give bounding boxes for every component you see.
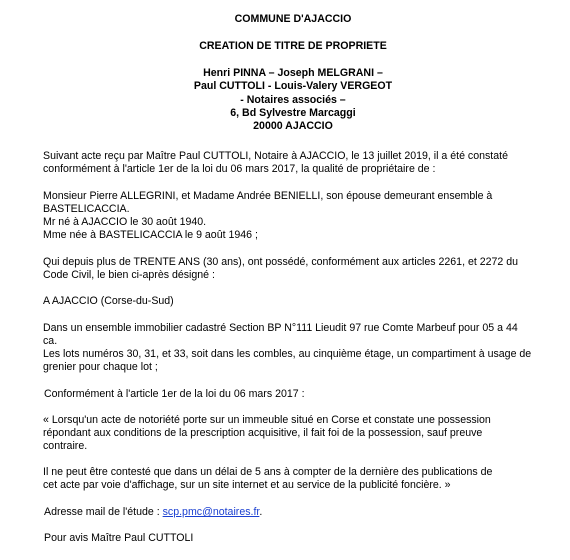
quote-paragraph-2 [43, 466, 543, 492]
text-line: ca. [43, 335, 58, 347]
possession-paragraph [43, 256, 543, 282]
text-line: Code Civil, le bien ci-après désigné : [43, 269, 215, 281]
email-link[interactable]: scp.pmc@notaires.fr [162, 506, 260, 518]
email-suffix: . [259, 506, 263, 518]
text-line: « Lorsqu'un acte de notoriété porte sur un immeuble situé en Corse et constate une possession [43, 414, 491, 426]
address-line-1: 6, Bd Sylvestre Marcaggi [230, 107, 356, 119]
text-line: Dans un ensemble immobilier cadastré Section BP N°111 Lieudit 97 rue Comte Marbeuf pour 05 a 44 [43, 322, 518, 334]
notaries-line-2: Paul CUTTOLI - Louis-Valery VERGEOT [193, 80, 393, 92]
signature-line: Pour avis Maître Paul CUTTOLI [44, 532, 194, 544]
text-line: conformément à l'article 1er de la loi du 06 mars 2017, la qualité de propriétaire de : [43, 163, 436, 175]
text-line: Monsieur Pierre ALLEGRINI, et Madame Andrée BENIELLI, son épouse demeurant ensemble à [43, 190, 493, 202]
quote-paragraph-1 [43, 414, 543, 453]
intro-paragraph [43, 150, 543, 176]
email-label: Adresse mail de l'étude : [44, 506, 163, 518]
notaries-line-1: Henri PINNA – Joseph MELGRANI – [203, 67, 383, 79]
text-line: Suivant acte reçu par Maître Paul CUTTOLI, Notaire à AJACCIO, le 13 juillet 2019, il a été constaté [43, 150, 508, 162]
text-line: BASTELICACCIA. [43, 203, 130, 215]
address-line-2: 20000 AJACCIO [253, 120, 333, 132]
text-line: contraire. [43, 440, 88, 452]
article-reference: Conformément à l'article 1er de la loi du 06 mars 2017 : [44, 388, 305, 400]
text-line: répondant aux conditions de la prescription acquisitive, il fait foi de la possession, sauf preuve [43, 427, 483, 439]
text-line: Mr né à AJACCIO le 30 août 1940. [43, 216, 207, 228]
text-line: Il ne peut être contesté que dans un délai de 5 ans à compter de la dernière des publications de [43, 466, 493, 478]
email-line [44, 506, 544, 519]
document-title: CREATION DE TITRE DE PROPRIETE [199, 40, 387, 52]
property-paragraph [43, 322, 543, 374]
text-line: cet acte par voie d'affichage, sur un site internet et au service de la publicité foncière. » [43, 479, 451, 491]
commune-heading: COMMUNE D'AJACCIO [234, 13, 352, 25]
text-line: grenier pour chaque lot ; [43, 361, 158, 373]
text-line: Les lots numéros 30, 31, et 33, soit dans les combles, au cinquième étage, un compartiment à usage de [43, 348, 532, 360]
owners-paragraph [43, 190, 543, 242]
text-line: Mme née à BASTELICACCIA le 9 août 1946 ; [43, 229, 258, 241]
location-line: A AJACCIO (Corse-du-Sud) [43, 295, 174, 307]
notaries-line-3: - Notaires associés – [240, 94, 346, 106]
text-line: Qui depuis plus de TRENTE ANS (30 ans), ont possédé, conformément aux articles 2261, et 2272 du [43, 256, 519, 268]
